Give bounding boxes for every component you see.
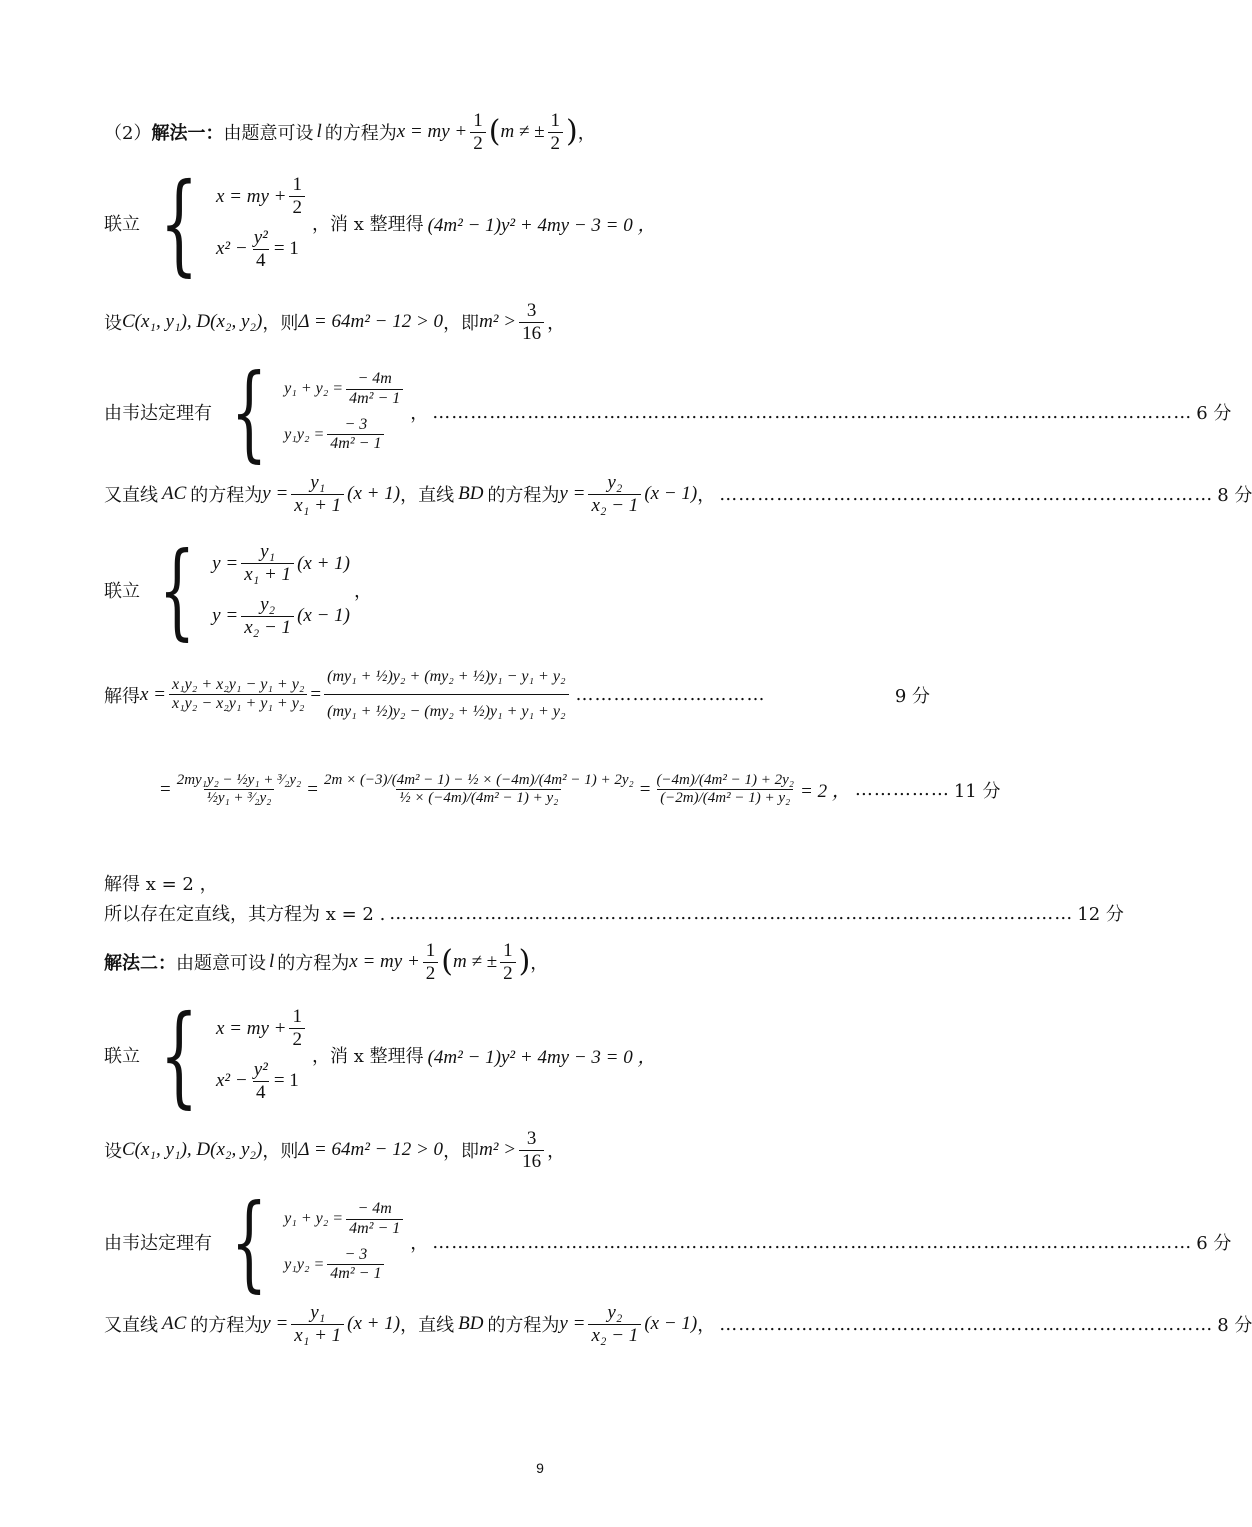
method1-title: 解法一： [151, 123, 224, 145]
eq-lhs: x = my + [396, 121, 468, 143]
intro-text-2: 的方程为 [324, 123, 397, 145]
so-text: ，即 [443, 313, 480, 335]
m2-ac-bd-line: 又直线 AC 的方程为 y = $\frac{\text{y₁}}{\text{x₁ + 1}}$ (x + 1) ，直线 BD 的方程为 y = $\frac{\text{y₂}}{\text{x₂ − 1}}$ (x − 1) ， …………………………………………………………………… 8 分 [104, 1302, 1252, 1346]
brace-icon: { [230, 1181, 268, 1303]
method2-title: 解法二： [104, 953, 176, 975]
comma: ， [577, 123, 596, 145]
frac-g1: $\frac{\text{2my₁y₂ − ½y₁ + ³⁄₂y₂}}{\text{½y₁ + ³⁄₂y₂}}$ [176, 772, 302, 807]
result-1: 解得 x = 2 ， [104, 874, 218, 895]
ac-bd-line: 又直线 AC 的方程为 y = $\frac{\text{y₁}}{\text{x₁ + 1}}$ (x + 1) ，直线 BD 的方程为 y = $\frac{\text{y₂}}{\text{x₂ − 1}}$ (x − 1) ， …………………………………………………………………… 8 分 [104, 472, 1252, 516]
page-number: 9 [536, 1460, 544, 1476]
dot-leader: …………………………………………………………………… [719, 483, 1214, 505]
score-8: 8 分 [1217, 485, 1252, 507]
dot-leader: ………………………………………………………………………………………………………… [432, 1231, 1193, 1253]
brace-icon: { [159, 159, 199, 287]
dot-leader: …………………………………………………………………… [719, 1313, 1214, 1335]
bd-label: BD [458, 483, 484, 505]
score-11: 11 分 [953, 780, 1001, 802]
system-2-line: 联立 { y = $\frac{\text{y₁}}{\text{x₁ + 1}}$ (x + 1) y = $\frac{\text{y₂}}{\text{x₂ − 1}}$ (x − 1) ， [104, 529, 372, 651]
system-1-line [104, 159, 930, 287]
frac-f1: $\frac{\text{x₁y₂ + x₂y₁ − y₁ + y₂}}{\text{x₁y₂ − x₂y₁ + y₁ + y₂}}$ [169, 676, 307, 714]
frac-g2: $\frac{\text{2m × (−3)/(4m² − 1) − ½ × (−4m)/(4m² − 1) + 2y₂}}{\text{½ × (−4m)/(4m² − 1) + y₂}}$ [323, 772, 634, 807]
frac-f2: $\frac{\text{(my₁ + ½)y₂ + (my₂ + ½)y₁ − y₁ + y₂}}{\text{(my₁ + ½)y₂ − (my₂ + ½)y₁ + y₁ + y₂}}$ [324, 660, 568, 730]
score-6: 6 分 [1196, 403, 1232, 424]
method2-intro-line: 解法二： 由题意可设 l 的方程为 x = my + $\frac{1}{2}$ ( m ≠ ± $\frac{1}{2}$ ) ， [104, 940, 549, 984]
brace-icon: { [158, 529, 196, 651]
then-text: ，则 [262, 313, 299, 335]
brace-icon: { [159, 991, 199, 1119]
m2-score-8: 8 分 [1217, 1315, 1252, 1337]
dot-leader: ……………………………………………………………………………………………… [389, 902, 1074, 924]
frac-half-2: $\frac{1}{2}$ [548, 110, 564, 155]
elim-text: ，消 x 整理得 [311, 214, 424, 235]
dot-leader: ………………………………………………………………………………………………………… [432, 401, 1193, 423]
sys-row-2a: x² − [216, 238, 248, 260]
sys-row-1: x = my + [216, 185, 287, 207]
m2-delta-line: 设 C(x₁, y₁), D(x₂, y₂) ，则 Δ = 64m² − 12 > 0 ，即 m² > $\frac{3}{16}$ ， [104, 1128, 566, 1172]
simplify-line: = $\frac{\text{2my₁y₂ − ½y₁ + ³⁄₂y₂}}{\text{½y₁ + ³⁄₂y₂}}$ = $\frac{\text{2m × (−3)/(4m² − 1) − ½ × (−4m)/(4m² − 1) + 2y₂}}{\text{½ × (−4m)/(4m² − 1) + y₂}}$ = $\frac{\text{(−4m)/(4m² − 1) + 2y₂}}{\text{(−2m)/(4m² − 1) + y₂}}$ = 2 ， …………… 11 分 [160, 772, 1001, 807]
m2-vieta-line: 由韦达定理有 { y₁ + y₂ = $\frac{- 4m}{\text{4m² − 1}}$ y₁y₂ = $\frac{- 3}{\text{4m² − 1}}$ ， ………………………………………………………………………………………………………… 6 分 [104, 1181, 1232, 1303]
line-l: l [316, 121, 322, 143]
frac-3-16: $\frac{3}{16}$ [519, 300, 544, 345]
delta-line: 设 C(x₁, y₁), D(x₂, y₂) ，则 Δ = 64m² − 12 > 0 ，即 m² > $\frac{3}{16}$ ， [104, 300, 566, 344]
ac-label: AC [162, 483, 187, 505]
brace-icon: { [230, 351, 268, 473]
paren-close: ) [566, 114, 578, 150]
elim-eq: (4m² − 1)y² + 4my − 3 = 0 ， [427, 214, 657, 236]
result-line-1 [104, 870, 930, 896]
vieta-system: { y₁ + y₂ = $\frac{- 4m}{\text{4m² − 1}}$ y₁y₂ = $\frac{- 3}{\text{4m² − 1}}$ [216, 360, 406, 464]
paren-open: ( [488, 114, 501, 150]
m2-system-line: 联立 { x = my + $\frac{1}{2}$ x² − $\frac{\text{y²}}{4}$ = 1 ，消 x 整理得 (4m² − 1)y² + 4my − 3 = 0 ， [104, 991, 657, 1119]
frac-bd: $\frac{\text{y₂}}{\text{x₂ − 1}}$ [588, 472, 641, 517]
dot-leader: ………………………… [575, 684, 766, 706]
result-2: 所以存在定直线，其方程为 x = 2 . [104, 904, 386, 925]
solve-label: 解得 [104, 685, 140, 707]
vieta-label: 由韦达定理有 [104, 403, 212, 424]
system-1: { x = my + $\frac{1}{2}$ x² − $\frac{\text{y²}}{4}$ = 1 [144, 168, 308, 278]
solve-x-line: 解得 x = $\frac{\text{x₁y₂ + x₂y₁ − y₁ + y₂}}{\text{x₁y₂ − x₂y₁ + y₁ + y₂}}$ = $\frac{\text{(my₁ + ½)y₂ + (my₂ + ½)y₁ − y₁ + y₂}}{\text{(my₁ + ½)y₂ − (my₂ + ½)y₁ + y₁ + y₂}}$ ………………………… 9 分 [104, 660, 930, 730]
condition: m ≠ ± [500, 121, 545, 143]
vieta-line: 由韦达定理有 { y₁ + y₂ = $\frac{- 4m}{\text{4m² − 1}}$ y₁y₂ = $\frac{- 3}{\text{4m² − 1}}$ ， ………………………………………………………………………………………………………… 6 分 [104, 351, 1232, 473]
frac-ac: $\frac{\text{y₁}}{\text{x₁ + 1}}$ [291, 472, 344, 517]
set-text: 设 [104, 313, 122, 335]
score-12: 12 分 [1077, 904, 1124, 925]
m2: m² > [479, 311, 517, 333]
method1-intro-line [104, 110, 930, 155]
combine-label-2: 联立 [104, 581, 140, 602]
points: C(x₁, y₁), D(x₂, y₂) [122, 311, 263, 333]
m2-score-6: 6 分 [1196, 1233, 1232, 1254]
frac-half: $\frac{1}{2}$ [470, 110, 486, 155]
intro-text: 由题意可设 [223, 123, 314, 145]
dot-leader: …………… [854, 779, 950, 801]
part-label: （2） [104, 123, 152, 145]
score-9: 9 分 [894, 685, 930, 707]
m2-system: { x = my + $\frac{1}{2}$ x² − $\frac{\text{y²}}{4}$ = 1 [144, 1000, 308, 1110]
combine-label: 联立 [104, 214, 140, 235]
result-line-2 [104, 900, 1124, 926]
system-2: { y = $\frac{\text{y₁}}{\text{x₁ + 1}}$ (x + 1) y = $\frac{\text{y₂}}{\text{x₂ − 1}}$ (x − 1) [158, 529, 350, 651]
frac-g3: $\frac{\text{(−4m)/(4m² − 1) + 2y₂}}{\text{(−2m)/(4m² − 1) + y₂}}$ [656, 772, 794, 807]
delta: Δ = 64m² − 12 > 0 [298, 311, 444, 333]
lines-text: 又直线 [104, 485, 158, 507]
